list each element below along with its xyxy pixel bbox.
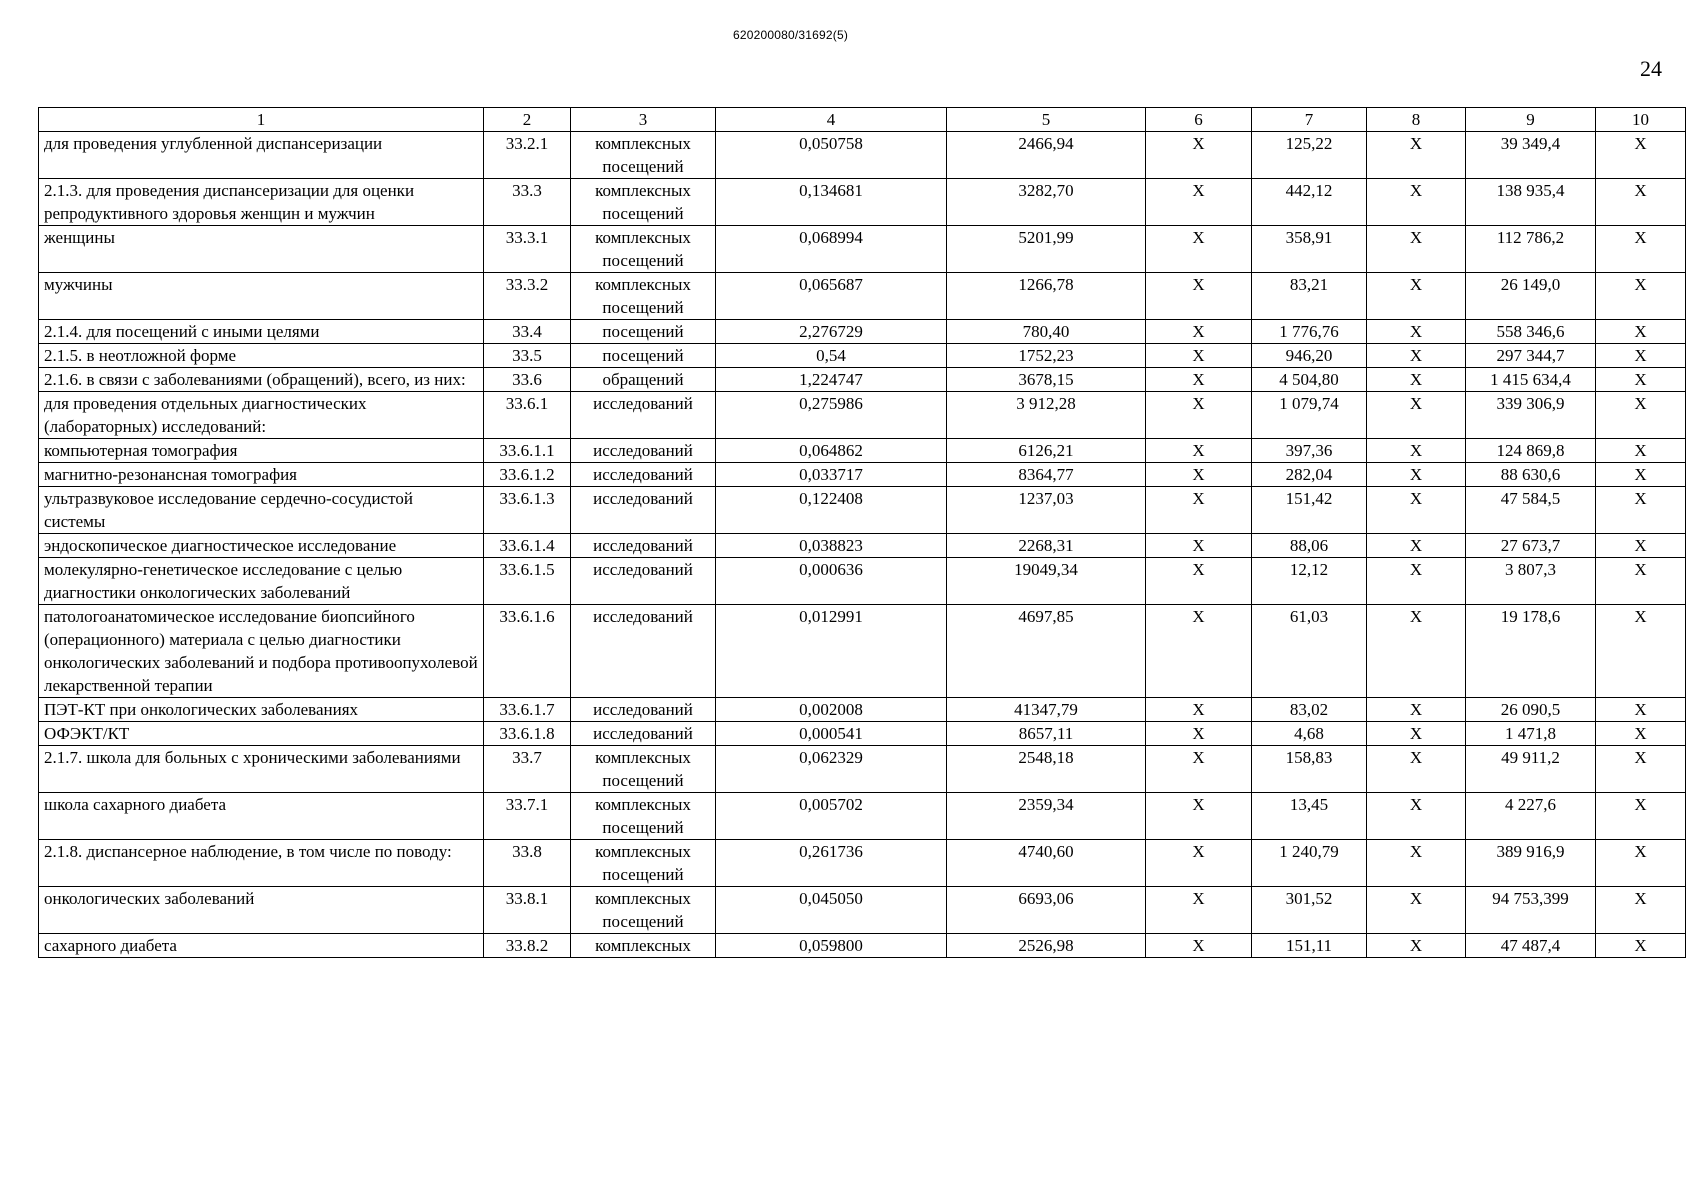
row-col9: 26 149,0 bbox=[1466, 273, 1596, 320]
row-col10: Х bbox=[1596, 368, 1686, 392]
row-cost: 19049,34 bbox=[947, 558, 1146, 605]
row-col7: 442,12 bbox=[1252, 179, 1367, 226]
row-col6: Х bbox=[1146, 934, 1252, 958]
row-code: 33.3.1 bbox=[484, 226, 571, 273]
table-row bbox=[39, 934, 1686, 958]
row-code: 33.6.1 bbox=[484, 392, 571, 439]
row-name: 2.1.4. для посещений с иными целями bbox=[39, 320, 484, 344]
row-col10: Х bbox=[1596, 273, 1686, 320]
row-col8: Х bbox=[1367, 487, 1466, 534]
row-unit: исследований bbox=[571, 392, 716, 439]
row-unit: исследований bbox=[571, 605, 716, 698]
row-col8: Х bbox=[1367, 273, 1466, 320]
row-code: 33.6.1.5 bbox=[484, 558, 571, 605]
row-col7: 83,02 bbox=[1252, 698, 1367, 722]
row-unit: комплексных посещений bbox=[571, 746, 716, 793]
row-col10: Х bbox=[1596, 934, 1686, 958]
row-col9: 47 584,5 bbox=[1466, 487, 1596, 534]
row-col8: Х bbox=[1367, 698, 1466, 722]
row-col10: Х bbox=[1596, 840, 1686, 887]
row-col8: Х bbox=[1367, 934, 1466, 958]
row-col8: Х bbox=[1367, 344, 1466, 368]
row-col8: Х bbox=[1367, 605, 1466, 698]
row-col7: 158,83 bbox=[1252, 746, 1367, 793]
row-cost: 1237,03 bbox=[947, 487, 1146, 534]
row-name: 2.1.3. для проведения диспансеризации для оценки репродуктивного здоровья женщин и мужчин bbox=[39, 179, 484, 226]
row-name: 2.1.8. диспансерное наблюдение, в том числе по поводу: bbox=[39, 840, 484, 887]
row-code: 33.6 bbox=[484, 368, 571, 392]
row-cost: 2548,18 bbox=[947, 746, 1146, 793]
row-col9: 39 349,4 bbox=[1466, 132, 1596, 179]
row-col9: 138 935,4 bbox=[1466, 179, 1596, 226]
table-row bbox=[39, 487, 1686, 534]
document-id: 620200080/31692(5) bbox=[733, 28, 849, 42]
row-col9: 94 753,399 bbox=[1466, 887, 1596, 934]
row-name: 2.1.7. школа для больных с хроническими заболеваниями bbox=[39, 746, 484, 793]
row-norm: 0,122408 bbox=[716, 487, 947, 534]
row-norm: 0,033717 bbox=[716, 463, 947, 487]
row-col10: Х bbox=[1596, 179, 1686, 226]
row-cost: 4697,85 bbox=[947, 605, 1146, 698]
row-col9: 47 487,4 bbox=[1466, 934, 1596, 958]
row-col10: Х bbox=[1596, 722, 1686, 746]
row-norm: 0,062329 bbox=[716, 746, 947, 793]
row-col6: Х bbox=[1146, 226, 1252, 273]
row-cost: 6126,21 bbox=[947, 439, 1146, 463]
row-col10: Х bbox=[1596, 392, 1686, 439]
row-unit: исследований bbox=[571, 463, 716, 487]
row-code: 33.6.1.3 bbox=[484, 487, 571, 534]
row-name: ультразвуковое исследование сердечно-сосудистой системы bbox=[39, 487, 484, 534]
table-row bbox=[39, 558, 1686, 605]
row-col7: 4 504,80 bbox=[1252, 368, 1367, 392]
row-col7: 946,20 bbox=[1252, 344, 1367, 368]
row-unit: исследований bbox=[571, 439, 716, 463]
row-col7: 83,21 bbox=[1252, 273, 1367, 320]
row-cost: 3 912,28 bbox=[947, 392, 1146, 439]
row-col9: 1 415 634,4 bbox=[1466, 368, 1596, 392]
row-name: ОФЭКТ/КТ bbox=[39, 722, 484, 746]
row-col6: Х bbox=[1146, 487, 1252, 534]
column-header: 7 bbox=[1252, 108, 1367, 132]
row-col7: 397,36 bbox=[1252, 439, 1367, 463]
row-col8: Х bbox=[1367, 746, 1466, 793]
row-col9: 4 227,6 bbox=[1466, 793, 1596, 840]
row-col6: Х bbox=[1146, 273, 1252, 320]
column-header: 2 bbox=[484, 108, 571, 132]
row-col10: Х bbox=[1596, 439, 1686, 463]
row-norm: 1,224747 bbox=[716, 368, 947, 392]
table-row bbox=[39, 840, 1686, 887]
row-code: 33.6.1.7 bbox=[484, 698, 571, 722]
row-col10: Х bbox=[1596, 320, 1686, 344]
row-unit: комплексных посещений bbox=[571, 132, 716, 179]
row-col10: Х bbox=[1596, 487, 1686, 534]
row-name: 2.1.5. в неотложной форме bbox=[39, 344, 484, 368]
table-row bbox=[39, 226, 1686, 273]
row-col6: Х bbox=[1146, 698, 1252, 722]
row-col10: Х bbox=[1596, 793, 1686, 840]
row-name: сахарного диабета bbox=[39, 934, 484, 958]
row-unit: исследований bbox=[571, 534, 716, 558]
row-name: магнитно-резонансная томография bbox=[39, 463, 484, 487]
row-unit: комплексных посещений bbox=[571, 226, 716, 273]
row-code: 33.5 bbox=[484, 344, 571, 368]
row-cost: 2466,94 bbox=[947, 132, 1146, 179]
table-row bbox=[39, 534, 1686, 558]
row-col7: 301,52 bbox=[1252, 887, 1367, 934]
row-code: 33.7.1 bbox=[484, 793, 571, 840]
row-cost: 8364,77 bbox=[947, 463, 1146, 487]
row-col6: Х bbox=[1146, 722, 1252, 746]
row-col8: Х bbox=[1367, 320, 1466, 344]
row-col7: 1 240,79 bbox=[1252, 840, 1367, 887]
row-col7: 358,91 bbox=[1252, 226, 1367, 273]
row-col6: Х bbox=[1146, 320, 1252, 344]
row-cost: 41347,79 bbox=[947, 698, 1146, 722]
table-row bbox=[39, 698, 1686, 722]
column-header: 10 bbox=[1596, 108, 1686, 132]
row-code: 33.6.1.1 bbox=[484, 439, 571, 463]
row-col7: 4,68 bbox=[1252, 722, 1367, 746]
row-col8: Х bbox=[1367, 887, 1466, 934]
row-name: ПЭТ-КТ при онкологических заболеваниях bbox=[39, 698, 484, 722]
row-unit: комплексных посещений bbox=[571, 793, 716, 840]
row-col9: 1 471,8 bbox=[1466, 722, 1596, 746]
row-norm: 0,050758 bbox=[716, 132, 947, 179]
row-col9: 339 306,9 bbox=[1466, 392, 1596, 439]
table-row bbox=[39, 746, 1686, 793]
row-col7: 151,11 bbox=[1252, 934, 1367, 958]
row-col7: 12,12 bbox=[1252, 558, 1367, 605]
row-col10: Х bbox=[1596, 132, 1686, 179]
row-col6: Х bbox=[1146, 793, 1252, 840]
row-col9: 19 178,6 bbox=[1466, 605, 1596, 698]
row-cost: 780,40 bbox=[947, 320, 1146, 344]
row-col6: Х bbox=[1146, 746, 1252, 793]
table-row bbox=[39, 793, 1686, 840]
row-col6: Х bbox=[1146, 368, 1252, 392]
row-col7: 13,45 bbox=[1252, 793, 1367, 840]
row-col7: 61,03 bbox=[1252, 605, 1367, 698]
row-code: 33.8.2 bbox=[484, 934, 571, 958]
row-col10: Х bbox=[1596, 534, 1686, 558]
row-col8: Х bbox=[1367, 439, 1466, 463]
row-col7: 88,06 bbox=[1252, 534, 1367, 558]
row-code: 33.8.1 bbox=[484, 887, 571, 934]
row-col9: 112 786,2 bbox=[1466, 226, 1596, 273]
row-col6: Х bbox=[1146, 840, 1252, 887]
row-norm: 0,000636 bbox=[716, 558, 947, 605]
row-name: молекулярно-генетическое исследование с целью диагностики онкологических заболеваний bbox=[39, 558, 484, 605]
row-col8: Х bbox=[1367, 558, 1466, 605]
row-unit: исследований bbox=[571, 558, 716, 605]
table-row bbox=[39, 463, 1686, 487]
row-cost: 4740,60 bbox=[947, 840, 1146, 887]
table-row bbox=[39, 368, 1686, 392]
table-row bbox=[39, 439, 1686, 463]
row-name: онкологических заболеваний bbox=[39, 887, 484, 934]
row-norm: 0,065687 bbox=[716, 273, 947, 320]
row-code: 33.8 bbox=[484, 840, 571, 887]
row-col7: 125,22 bbox=[1252, 132, 1367, 179]
row-name: мужчины bbox=[39, 273, 484, 320]
row-col9: 124 869,8 bbox=[1466, 439, 1596, 463]
row-unit: посещений bbox=[571, 344, 716, 368]
column-header: 9 bbox=[1466, 108, 1596, 132]
row-col9: 27 673,7 bbox=[1466, 534, 1596, 558]
row-unit: комплексных посещений bbox=[571, 179, 716, 226]
row-col7: 282,04 bbox=[1252, 463, 1367, 487]
row-unit: обращений bbox=[571, 368, 716, 392]
row-col8: Х bbox=[1367, 840, 1466, 887]
row-col6: Х bbox=[1146, 344, 1252, 368]
row-norm: 0,064862 bbox=[716, 439, 947, 463]
row-col9: 389 916,9 bbox=[1466, 840, 1596, 887]
row-norm: 0,012991 bbox=[716, 605, 947, 698]
row-norm: 2,276729 bbox=[716, 320, 947, 344]
row-cost: 3282,70 bbox=[947, 179, 1146, 226]
row-col9: 297 344,7 bbox=[1466, 344, 1596, 368]
row-col6: Х bbox=[1146, 605, 1252, 698]
row-unit: комплексных посещений bbox=[571, 887, 716, 934]
row-cost: 3678,15 bbox=[947, 368, 1146, 392]
row-col9: 3 807,3 bbox=[1466, 558, 1596, 605]
row-col6: Х bbox=[1146, 558, 1252, 605]
row-col8: Х bbox=[1367, 179, 1466, 226]
row-cost: 2526,98 bbox=[947, 934, 1146, 958]
row-col9: 558 346,6 bbox=[1466, 320, 1596, 344]
row-norm: 0,038823 bbox=[716, 534, 947, 558]
row-code: 33.6.1.4 bbox=[484, 534, 571, 558]
row-unit: комплексных посещений bbox=[571, 273, 716, 320]
table-container bbox=[38, 107, 1686, 958]
row-unit: исследований bbox=[571, 698, 716, 722]
row-col6: Х bbox=[1146, 392, 1252, 439]
row-norm: 0,134681 bbox=[716, 179, 947, 226]
row-col7: 151,42 bbox=[1252, 487, 1367, 534]
row-col8: Х bbox=[1367, 463, 1466, 487]
row-cost: 2359,34 bbox=[947, 793, 1146, 840]
column-header: 3 bbox=[571, 108, 716, 132]
row-name: компьютерная томография bbox=[39, 439, 484, 463]
row-code: 33.4 bbox=[484, 320, 571, 344]
row-unit: исследований bbox=[571, 487, 716, 534]
row-norm: 0,275986 bbox=[716, 392, 947, 439]
row-col10: Х bbox=[1596, 746, 1686, 793]
row-code: 33.6.1.2 bbox=[484, 463, 571, 487]
row-col6: Х bbox=[1146, 463, 1252, 487]
row-code: 33.7 bbox=[484, 746, 571, 793]
row-col10: Х bbox=[1596, 698, 1686, 722]
row-col6: Х bbox=[1146, 439, 1252, 463]
row-name: школа сахарного диабета bbox=[39, 793, 484, 840]
row-col7: 1 079,74 bbox=[1252, 392, 1367, 439]
row-col6: Х bbox=[1146, 179, 1252, 226]
table-row bbox=[39, 273, 1686, 320]
row-col8: Х bbox=[1367, 132, 1466, 179]
row-col10: Х bbox=[1596, 887, 1686, 934]
page-number: 24 bbox=[1640, 56, 1662, 81]
row-col8: Х bbox=[1367, 534, 1466, 558]
table-row bbox=[39, 179, 1686, 226]
table-row bbox=[39, 344, 1686, 368]
row-col10: Х bbox=[1596, 344, 1686, 368]
row-name: женщины bbox=[39, 226, 484, 273]
row-col6: Х bbox=[1146, 534, 1252, 558]
table-row bbox=[39, 722, 1686, 746]
row-col8: Х bbox=[1367, 722, 1466, 746]
row-name: 2.1.6. в связи с заболеваниями (обращений), всего, из них: bbox=[39, 368, 484, 392]
data-table bbox=[38, 107, 1686, 958]
row-norm: 0,059800 bbox=[716, 934, 947, 958]
row-code: 33.6.1.8 bbox=[484, 722, 571, 746]
row-code: 33.6.1.6 bbox=[484, 605, 571, 698]
table-row bbox=[39, 392, 1686, 439]
column-header: 4 bbox=[716, 108, 947, 132]
table-row bbox=[39, 887, 1686, 934]
row-norm: 0,54 bbox=[716, 344, 947, 368]
row-code: 33.2.1 bbox=[484, 132, 571, 179]
row-col10: Х bbox=[1596, 226, 1686, 273]
row-cost: 5201,99 bbox=[947, 226, 1146, 273]
row-col8: Х bbox=[1367, 793, 1466, 840]
row-col10: Х bbox=[1596, 605, 1686, 698]
row-norm: 0,045050 bbox=[716, 887, 947, 934]
table-row bbox=[39, 132, 1686, 179]
row-cost: 8657,11 bbox=[947, 722, 1146, 746]
table-row bbox=[39, 320, 1686, 344]
row-col7: 1 776,76 bbox=[1252, 320, 1367, 344]
row-col9: 49 911,2 bbox=[1466, 746, 1596, 793]
row-cost: 1266,78 bbox=[947, 273, 1146, 320]
column-header: 1 bbox=[39, 108, 484, 132]
row-col10: Х bbox=[1596, 463, 1686, 487]
row-unit: комплексных bbox=[571, 934, 716, 958]
row-norm: 0,002008 bbox=[716, 698, 947, 722]
row-cost: 1752,23 bbox=[947, 344, 1146, 368]
row-col8: Х bbox=[1367, 226, 1466, 273]
table-row bbox=[39, 605, 1686, 698]
row-norm: 0,261736 bbox=[716, 840, 947, 887]
row-col9: 88 630,6 bbox=[1466, 463, 1596, 487]
row-col6: Х bbox=[1146, 132, 1252, 179]
row-code: 33.3 bbox=[484, 179, 571, 226]
column-header: 8 bbox=[1367, 108, 1466, 132]
column-header: 6 bbox=[1146, 108, 1252, 132]
row-col9: 26 090,5 bbox=[1466, 698, 1596, 722]
row-name: для проведения углубленной диспансеризации bbox=[39, 132, 484, 179]
row-code: 33.3.2 bbox=[484, 273, 571, 320]
row-unit: исследований bbox=[571, 722, 716, 746]
row-norm: 0,000541 bbox=[716, 722, 947, 746]
row-name: патологоанатомическое исследование биопсийного (операционного) материала с целью диагностики онкологических заболеваний и подбора противоопухолевой лекарственной терапии bbox=[39, 605, 484, 698]
row-col6: Х bbox=[1146, 887, 1252, 934]
row-unit: комплексных посещений bbox=[571, 840, 716, 887]
row-norm: 0,068994 bbox=[716, 226, 947, 273]
row-cost: 2268,31 bbox=[947, 534, 1146, 558]
row-unit: посещений bbox=[571, 320, 716, 344]
row-norm: 0,005702 bbox=[716, 793, 947, 840]
row-name: для проведения отдельных диагностических (лабораторных) исследований: bbox=[39, 392, 484, 439]
row-col10: Х bbox=[1596, 558, 1686, 605]
row-col8: Х bbox=[1367, 368, 1466, 392]
row-name: эндоскопическое диагностическое исследование bbox=[39, 534, 484, 558]
column-header: 5 bbox=[947, 108, 1146, 132]
row-col8: Х bbox=[1367, 392, 1466, 439]
row-cost: 6693,06 bbox=[947, 887, 1146, 934]
table-header-row bbox=[39, 108, 1686, 132]
